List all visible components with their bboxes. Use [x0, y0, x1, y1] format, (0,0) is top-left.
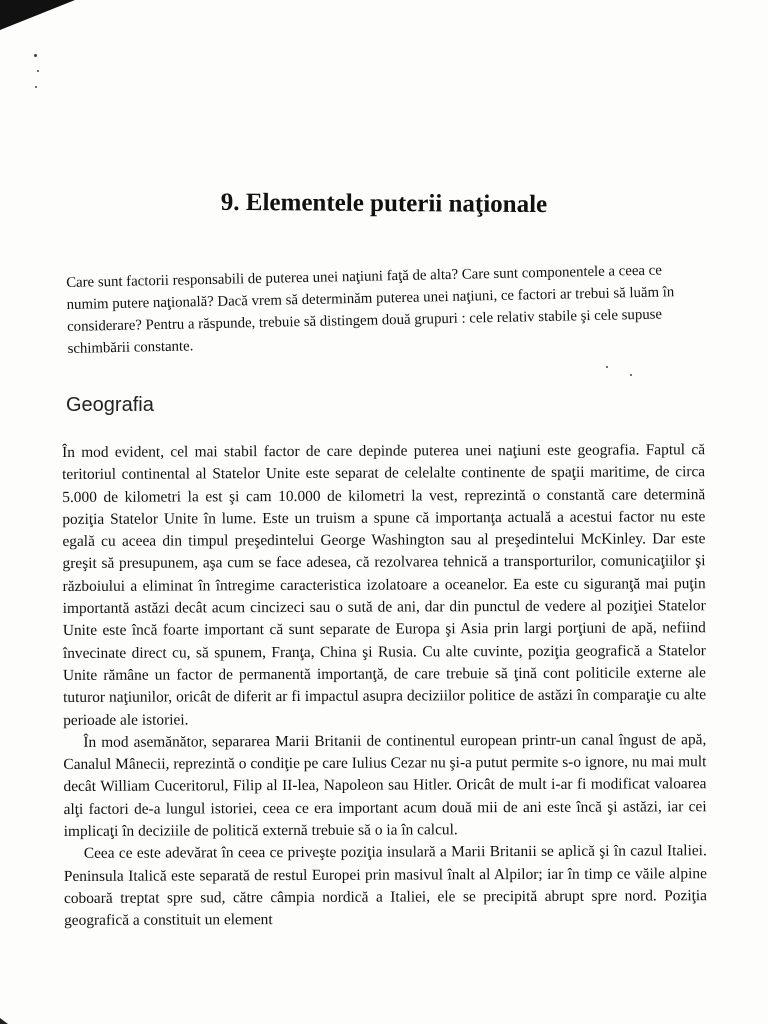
scan-speck	[630, 374, 632, 376]
body-paragraph: Ceea ce este adevărat în ceea ce priveşte poziţia insulară a Marii Britanii se aplică şi în cazul Italiei. Peninsula Italică este separată de restul Europei prin masivul înalt al Alpilor; iar în timp ce văile alpine coboară treptat spre sud, către câmpia nordică a Italiei, ele se precipită abrupt spre nord. Poziţia geografică a constituit un element	[63, 842, 708, 930]
scan-speck	[35, 86, 37, 88]
body-paragraph: În mod evident, cel mai stabil factor de care depinde puterea unei naţiuni este geografia. Faptul că teritoriul continental al Statelor Unite este separat de celelalte continente de spaţii maritime, de circa 5.000 de kilometri la est şi cam 10.000 de kilometri la vest, reprezintă o constantă care determină poziţia Statelor Unite în lume. Este un truism a spune că importanţa actuală a acestui factor nu este egală cu aceea din timpul preşedintelui George Washington sau al preşedintelui McKinley. Dar este greşit să presupunem, aşa cum se face adesea, că rezolvarea tehnică a transporturilor, comunicaţiilor şi războiului a eliminat în întregime caracteristica izolatoare a oceanelor. Ea este cu siguranţă mai puţin importantă astăzi decât acum cincizeci sau o sută de ani, dar din punctul de vedere al poziţiei Statelor Unite este încă foarte important că sunt separate de Europa şi Asia prin largi porţiuni de apă, nefiind învecinate direct cu, să spunem, Franţa, China şi Rusia. Cu alte cuvinte, poziţia geografică a Statelor Unite rămâne un factor de permanentă importanţă, de care trebuie să ţină cont politicile externe ale tuturor naţiunilor, oricât de diferit ar fi impactul asupra deciziilor politice de astăzi în comparaţie cu alte perioade ale istoriei.	[62, 441, 707, 729]
body-paragraph: În mod asemănător, separarea Marii Britanii de continentul european printr-un canal îngust de apă, Canalul Mânecii, reprezintă o condiţie pe care Iulius Cezar nu şi-a putut permite s-o ignore, nu mai mult decât William Cuceritorul, Filip al II-lea, Napoleon sau Hitler. Oricât de mult i-ar fi modificat valoarea alţi factori de-a lungul istoriei, ceea ce era important acum două mii de ani este încă şi astăzi, iar cei implicaţi în deciziile de politică externă trebuie să o ia în calcul.	[63, 731, 707, 841]
section-body	[62, 439, 707, 932]
scan-speck	[606, 366, 608, 368]
scan-speck	[37, 70, 39, 72]
scan-corner-mark-bottom	[0, 1018, 8, 1024]
section-heading: Geografia	[66, 394, 154, 416]
intro-paragraph: Care sunt factorii responsabili de puterea unei naţiuni faţă de alta? Care sunt componentele a ceea ce numim putere naţională? Dacă vrem să determinăm puterea unei naţiuni, ce factori ar trebui să luăm în considerare? Pentru a răspunde, trebuie să distingem două grupuri : cele relativ stabile şi cele supuse schimbării constante.	[66, 262, 675, 357]
chapter-title: 9. Elementele puterii naţionale	[220, 188, 548, 219]
scan-corner-mark	[0, 0, 75, 30]
scan-speck	[34, 54, 37, 57]
